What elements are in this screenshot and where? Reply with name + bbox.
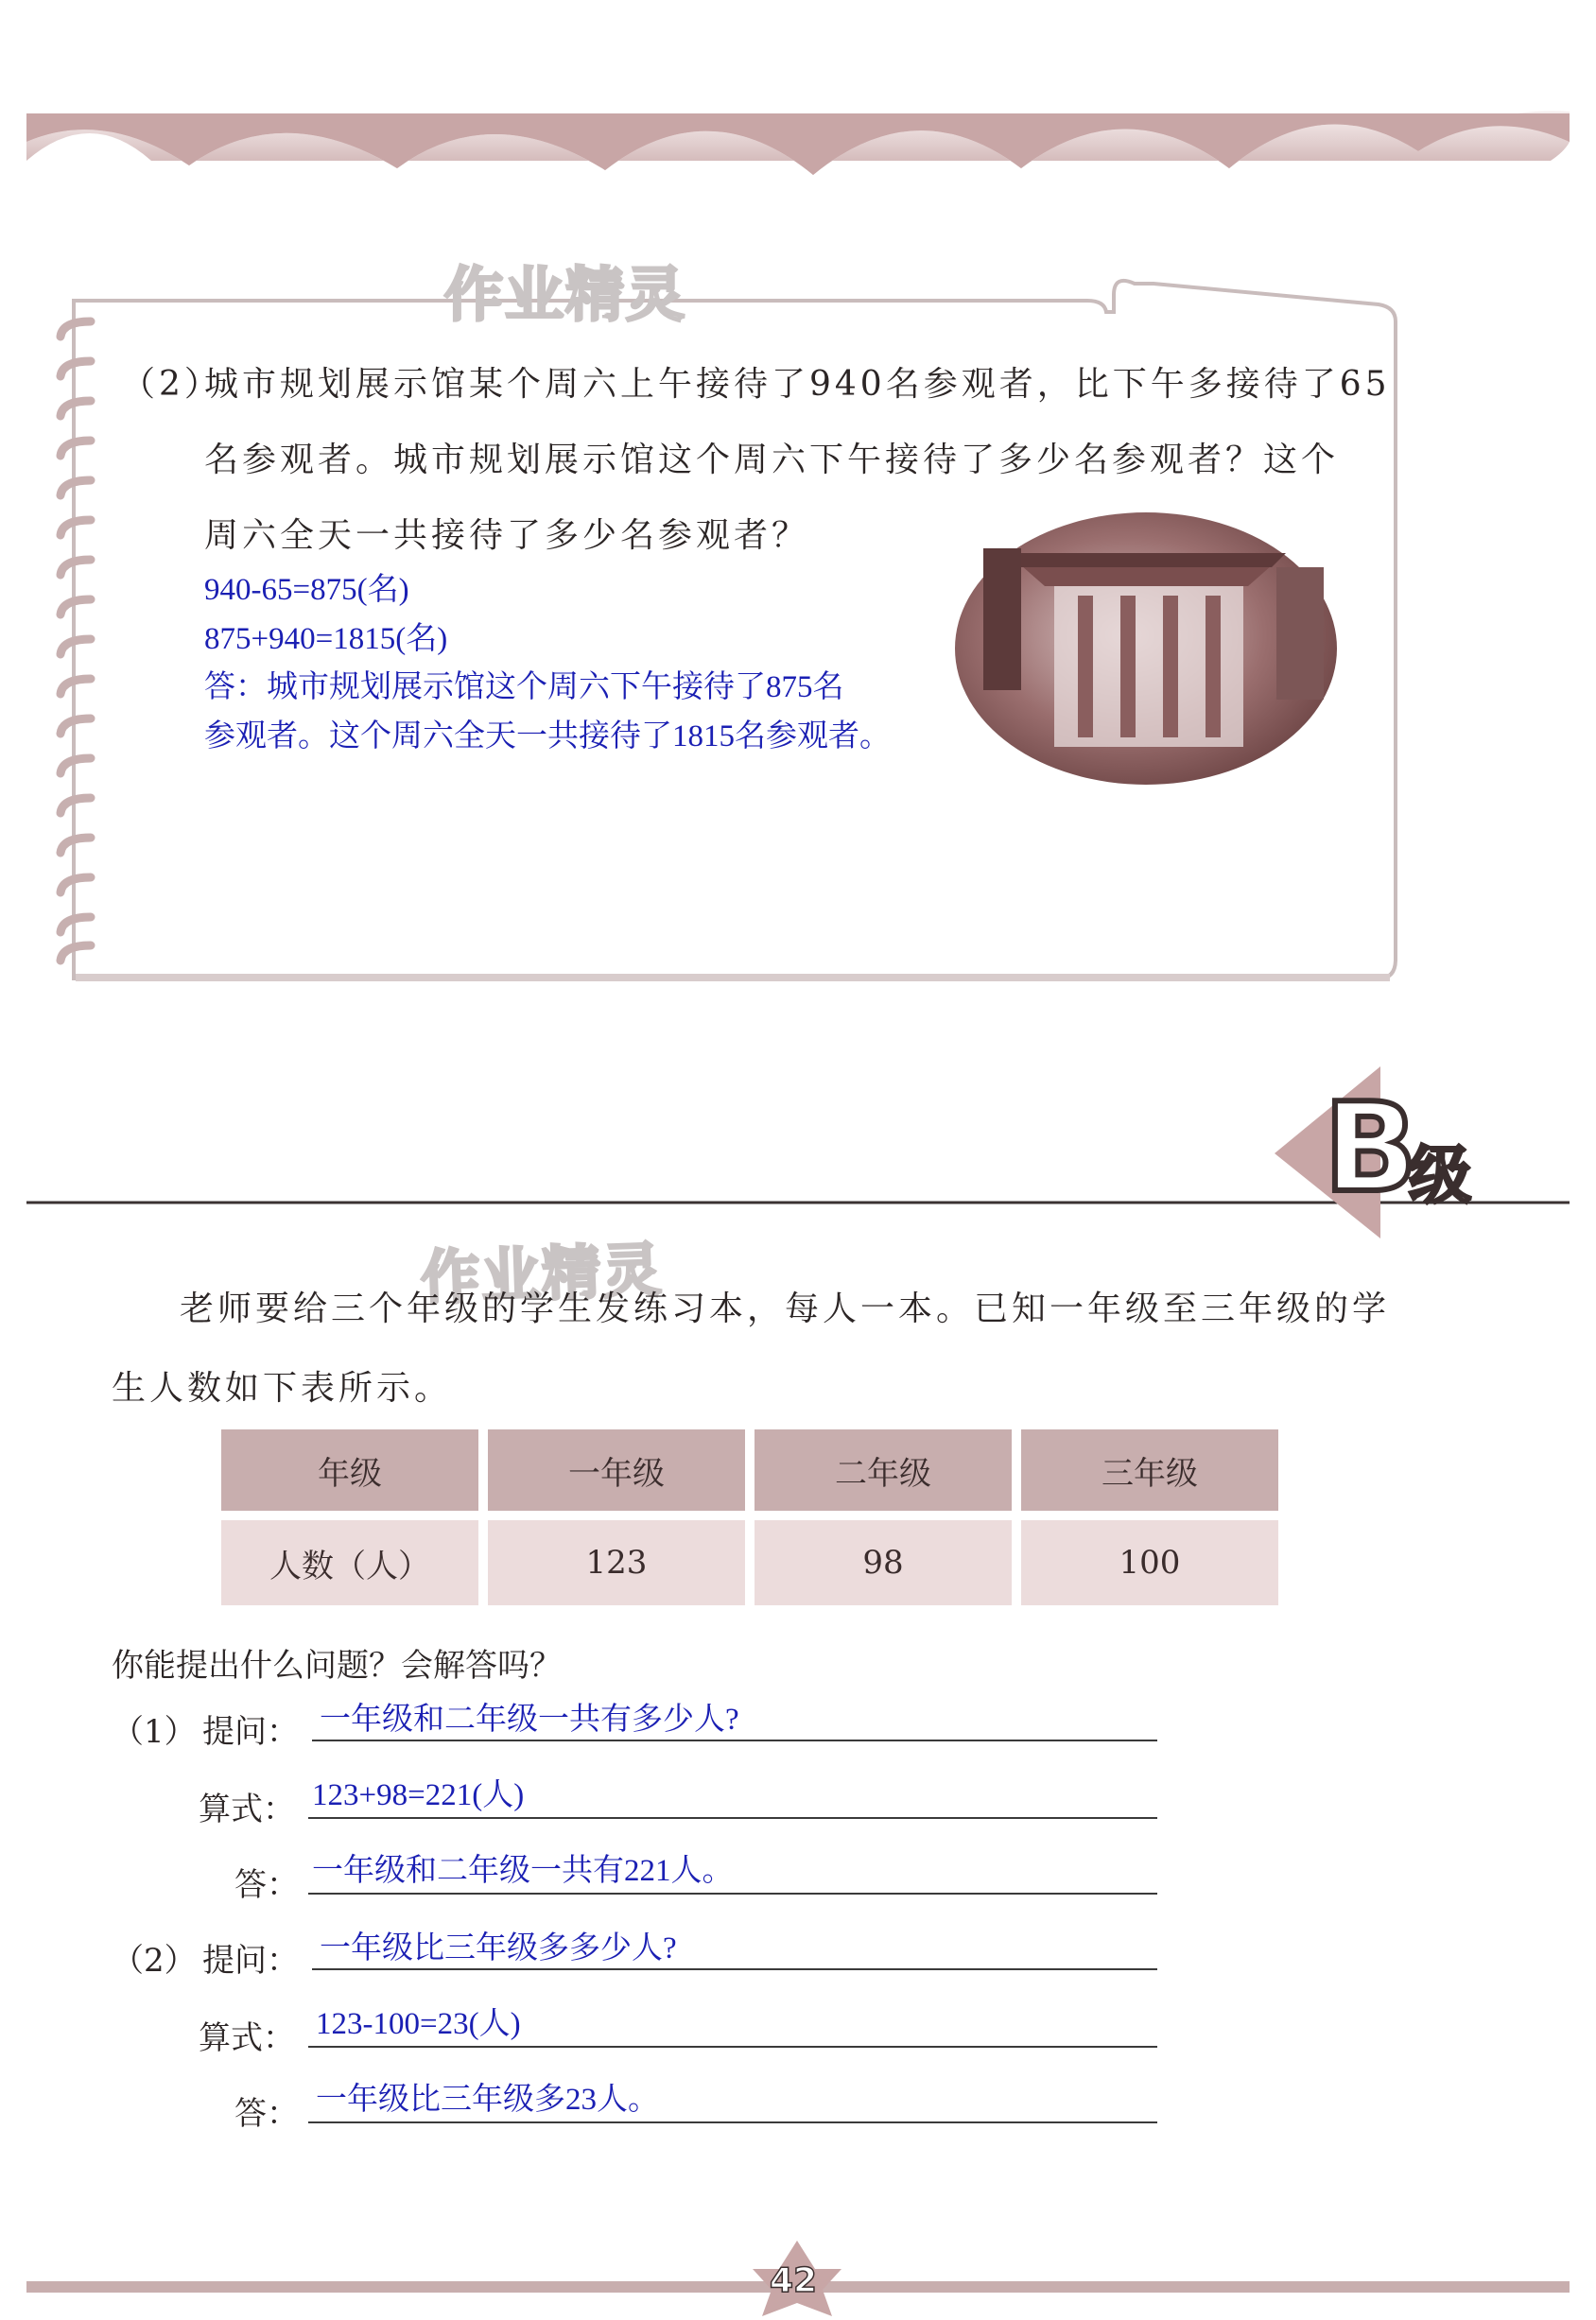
- level-badge-letter: B: [1324, 1076, 1418, 1220]
- answer-formula-1: 940-65=875(名): [204, 573, 409, 607]
- item-number: （2）: [112, 1942, 197, 1980]
- formula-label: 算式：: [199, 2019, 295, 2057]
- table-header-cell: 二年级: [755, 1429, 1012, 1511]
- answer-label: 答：: [234, 2095, 299, 2133]
- answer-label: 答：: [234, 1866, 299, 1904]
- question-number: （2）: [121, 365, 222, 404]
- answer-formula-2: 875+940=1815(名): [204, 622, 448, 656]
- ask-answer: 一年级比三年级多多少人?: [320, 1931, 677, 1965]
- formula-answer: 123+98=221(人): [312, 1778, 525, 1812]
- intro-line-2: 生人数如下表所示。: [112, 1369, 453, 1408]
- ask-answer: 一年级和二年级一共有多少人?: [320, 1703, 739, 1737]
- student-count-table: [221, 1429, 1278, 1605]
- ask-label: 提问：: [202, 1942, 299, 1980]
- answer-line: [308, 2046, 1157, 2048]
- level-badge-suffix: 级: [1409, 1139, 1471, 1212]
- answer-line: [312, 1740, 1157, 1741]
- ask-label: 提问：: [202, 1713, 299, 1751]
- item-number: （1）: [112, 1713, 197, 1751]
- table-cell: 100: [1021, 1520, 1278, 1605]
- exhibition-hall-photo: [955, 512, 1337, 785]
- answer-line: [308, 1817, 1157, 1819]
- answer-line: [308, 1893, 1157, 1895]
- answer-text-1: 答：城市规划展示馆这个周六下午接待了875名: [204, 670, 844, 704]
- answer-line: [308, 2121, 1157, 2123]
- answer-text: 一年级比三年级多23人。: [316, 2083, 659, 2117]
- intro-line-1: 老师要给三个年级的学生发练习本，每人一本。已知一年级至三年级的学: [180, 1290, 1391, 1328]
- table-cell: 123: [488, 1520, 745, 1605]
- question-line-3: 周六全天一共接待了多少名参观者？: [204, 516, 810, 555]
- answer-text-2: 参观者。这个周六全天一共接待了1815名参观者。: [204, 719, 891, 753]
- table-header-cell: 三年级: [1021, 1429, 1278, 1511]
- watermark: 作业精灵: [419, 1235, 665, 1313]
- answer-line: [312, 1968, 1157, 1970]
- formula-answer: 123-100=23(人): [316, 2007, 521, 2041]
- question-line-1: 城市规划展示馆某个周六上午接待了940名参观者，比下午多接待了65: [204, 365, 1391, 404]
- formula-label: 算式：: [199, 1791, 295, 1828]
- table-cell: 98: [755, 1520, 1012, 1605]
- watermark: 作业精灵: [444, 260, 687, 329]
- table-header-cell: 年级: [221, 1429, 478, 1511]
- table-row-label: 人数（人）: [221, 1520, 478, 1605]
- question-line-2: 名参观者。城市规划展示馆这个周六下午接待了多少名参观者？这个: [204, 441, 1340, 479]
- table-header-cell: 一年级: [488, 1429, 745, 1511]
- page-number: 42: [770, 2261, 818, 2300]
- answer-text: 一年级和二年级一共有221人。: [312, 1854, 734, 1888]
- prompt-text: 你能提出什么问题？会解答吗？: [112, 1647, 562, 1685]
